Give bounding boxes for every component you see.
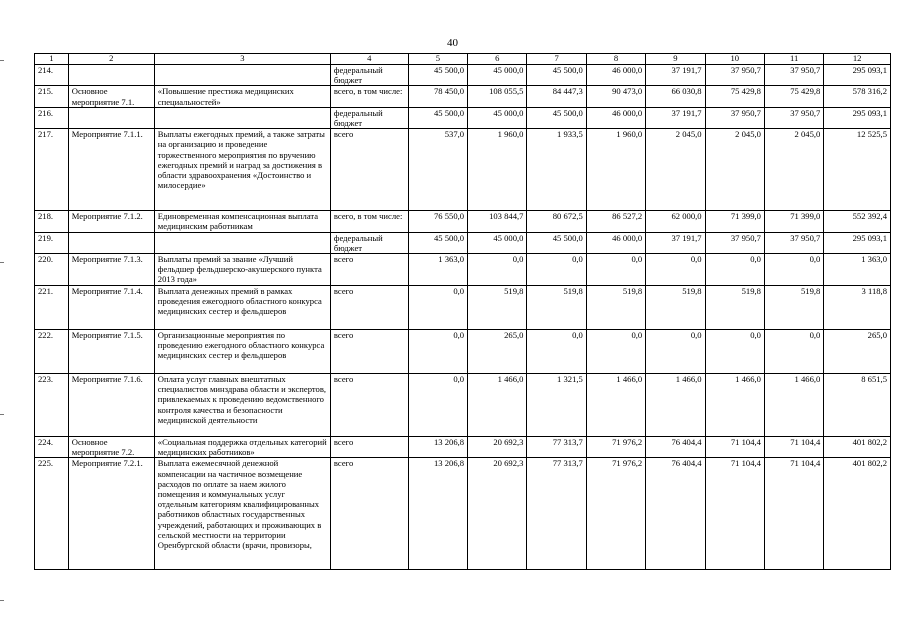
- total-value-cell: 401 802,2: [824, 437, 891, 458]
- table-row: [35, 107, 891, 128]
- header-cell: 5: [408, 54, 467, 65]
- table-row: [35, 458, 891, 570]
- year-value-cell: 37 950,7: [764, 232, 823, 253]
- year-value-cell: 0,0: [586, 254, 645, 286]
- year-value-cell: 13 206,8: [408, 458, 467, 570]
- row-number-cell: 219.: [35, 232, 69, 253]
- year-value-cell: 71 976,2: [586, 458, 645, 570]
- activity-name-cell: Выплаты премий за звание «Лучший фельдшер фельдшерско-акушерского пункта 2013 года»: [154, 254, 330, 286]
- margin-tick: [0, 60, 4, 61]
- year-value-cell: 37 950,7: [705, 107, 764, 128]
- year-value-cell: 0,0: [468, 254, 527, 286]
- year-value-cell: 46 000,0: [586, 65, 645, 86]
- total-value-cell: 3 118,8: [824, 286, 891, 330]
- header-cell: 11: [764, 54, 823, 65]
- year-value-cell: 0,0: [646, 330, 705, 374]
- row-number-cell: 216.: [35, 107, 69, 128]
- year-value-cell: 45 500,0: [527, 232, 586, 253]
- year-value-cell: 1 466,0: [705, 374, 764, 437]
- activity-cell: Мероприятие 7.1.1.: [68, 129, 154, 211]
- activity-cell: [68, 232, 154, 253]
- total-value-cell: 552 392,4: [824, 211, 891, 232]
- year-value-cell: 265,0: [468, 330, 527, 374]
- activity-name-cell: Выплата денежных премий в рамках проведения ежегодного областного конкурса медицинских сестер и фельдшеров: [154, 286, 330, 330]
- year-value-cell: 519,8: [586, 286, 645, 330]
- year-value-cell: 0,0: [408, 330, 467, 374]
- year-value-cell: 0,0: [705, 330, 764, 374]
- header-cell: 6: [468, 54, 527, 65]
- year-value-cell: 77 313,7: [527, 458, 586, 570]
- year-value-cell: 45 500,0: [527, 65, 586, 86]
- year-value-cell: 1 466,0: [468, 374, 527, 437]
- activity-name-cell: Единовременная компенсационная выплата медицинским работникам: [154, 211, 330, 232]
- row-number-cell: 220.: [35, 254, 69, 286]
- total-value-cell: 1 363,0: [824, 254, 891, 286]
- year-value-cell: 78 450,0: [408, 86, 467, 107]
- year-value-cell: 71 104,4: [764, 458, 823, 570]
- table-row: [35, 86, 891, 107]
- funding-source-cell: федеральный бюджет: [330, 65, 408, 86]
- year-value-cell: 76 404,4: [646, 437, 705, 458]
- activity-name-cell: Организационные мероприятия по проведению ежегодного областного конкурса медицинских сестер и фельдшеров: [154, 330, 330, 374]
- year-value-cell: 1 960,0: [586, 129, 645, 211]
- table-row: [35, 129, 891, 211]
- funding-source-cell: всего, в том числе:: [330, 86, 408, 107]
- year-value-cell: 75 429,8: [764, 86, 823, 107]
- year-value-cell: 1 363,0: [408, 254, 467, 286]
- year-value-cell: 0,0: [705, 254, 764, 286]
- margin-tick: [0, 600, 4, 601]
- budget-table: [34, 53, 891, 570]
- year-value-cell: 45 000,0: [468, 107, 527, 128]
- total-value-cell: 295 093,1: [824, 232, 891, 253]
- header-cell: 3: [154, 54, 330, 65]
- year-value-cell: 45 000,0: [468, 232, 527, 253]
- year-value-cell: 80 672,5: [527, 211, 586, 232]
- table-row: [35, 232, 891, 253]
- year-value-cell: 0,0: [527, 254, 586, 286]
- year-value-cell: 0,0: [646, 254, 705, 286]
- activity-name-cell: Выплаты ежегодных премий, а также затраты на организацию и проведение торжественного мероприятия по вручению ежегодных премий и наград за достижения в области здравоохранения «Достоинство и милосердие»: [154, 129, 330, 211]
- year-value-cell: 519,8: [705, 286, 764, 330]
- header-cell: 7: [527, 54, 586, 65]
- year-value-cell: 537,0: [408, 129, 467, 211]
- table-row: [35, 374, 891, 437]
- activity-cell: Основное мероприятие 7.1.: [68, 86, 154, 107]
- year-value-cell: 45 500,0: [408, 65, 467, 86]
- funding-source-cell: всего: [330, 254, 408, 286]
- activity-cell: Мероприятие 7.1.3.: [68, 254, 154, 286]
- year-value-cell: 37 191,7: [646, 107, 705, 128]
- year-value-cell: 37 950,7: [705, 232, 764, 253]
- year-value-cell: 0,0: [586, 330, 645, 374]
- row-number-cell: 224.: [35, 437, 69, 458]
- table-row: [35, 330, 891, 374]
- header-cell: 12: [824, 54, 891, 65]
- year-value-cell: 86 527,2: [586, 211, 645, 232]
- activity-cell: Мероприятие 7.1.5.: [68, 330, 154, 374]
- year-value-cell: 13 206,8: [408, 437, 467, 458]
- year-value-cell: 108 055,5: [468, 86, 527, 107]
- activity-name-cell: Оплата услуг главных внештатных специалистов минздрава области и экспертов, привлекаемых к проведению ведомственного контроля качества и безопасности медицинской деятельности: [154, 374, 330, 437]
- margin-tick: [0, 262, 4, 263]
- row-number-cell: 221.: [35, 286, 69, 330]
- year-value-cell: 66 030,8: [646, 86, 705, 107]
- total-value-cell: 295 093,1: [824, 107, 891, 128]
- year-value-cell: 0,0: [408, 286, 467, 330]
- year-value-cell: 75 429,8: [705, 86, 764, 107]
- row-number-cell: 214.: [35, 65, 69, 86]
- funding-source-cell: всего, в том числе:: [330, 211, 408, 232]
- total-value-cell: 265,0: [824, 330, 891, 374]
- year-value-cell: 1 321,5: [527, 374, 586, 437]
- margin-tick: [0, 414, 4, 415]
- header-cell: 9: [646, 54, 705, 65]
- year-value-cell: 1 933,5: [527, 129, 586, 211]
- year-value-cell: 519,8: [764, 286, 823, 330]
- activity-name-cell: «Социальная поддержка отдельных категорий медицинских работников»: [154, 437, 330, 458]
- activity-cell: Мероприятие 7.1.6.: [68, 374, 154, 437]
- table-row: [35, 65, 891, 86]
- funding-source-cell: всего: [330, 286, 408, 330]
- year-value-cell: 0,0: [764, 254, 823, 286]
- year-value-cell: 46 000,0: [586, 107, 645, 128]
- funding-source-cell: всего: [330, 129, 408, 211]
- activity-name-cell: Выплата ежемесячной денежной компенсации на частичное возмещение расходов по оплате за наем жилого помещения и коммунальных услуг отдельным категориям квалифицированных работников областных государственных учреждений, работающих и проживающих в сельской местности на территории Оренбургской области (врачи, провизоры,: [154, 458, 330, 570]
- year-value-cell: 37 950,7: [764, 107, 823, 128]
- year-value-cell: 103 844,7: [468, 211, 527, 232]
- funding-source-cell: федеральный бюджет: [330, 107, 408, 128]
- year-value-cell: 71 104,4: [764, 437, 823, 458]
- activity-cell: Мероприятие 7.1.2.: [68, 211, 154, 232]
- year-value-cell: 37 950,7: [705, 65, 764, 86]
- year-value-cell: 76 404,4: [646, 458, 705, 570]
- year-value-cell: 519,8: [468, 286, 527, 330]
- header-cell: 8: [586, 54, 645, 65]
- table-row: [35, 254, 891, 286]
- year-value-cell: 519,8: [527, 286, 586, 330]
- year-value-cell: 1 960,0: [468, 129, 527, 211]
- year-value-cell: 46 000,0: [586, 232, 645, 253]
- total-value-cell: 578 316,2: [824, 86, 891, 107]
- year-value-cell: 1 466,0: [764, 374, 823, 437]
- year-value-cell: 20 692,3: [468, 458, 527, 570]
- year-value-cell: 45 500,0: [408, 232, 467, 253]
- activity-name-cell: [154, 65, 330, 86]
- total-value-cell: 12 525,5: [824, 129, 891, 211]
- year-value-cell: 1 466,0: [586, 374, 645, 437]
- row-number-cell: 223.: [35, 374, 69, 437]
- year-value-cell: 0,0: [527, 330, 586, 374]
- activity-name-cell: [154, 232, 330, 253]
- total-value-cell: 8 651,5: [824, 374, 891, 437]
- row-number-cell: 222.: [35, 330, 69, 374]
- year-value-cell: 71 104,4: [705, 437, 764, 458]
- year-value-cell: 71 399,0: [705, 211, 764, 232]
- header-cell: 4: [330, 54, 408, 65]
- funding-source-cell: всего: [330, 374, 408, 437]
- year-value-cell: 2 045,0: [764, 129, 823, 211]
- total-value-cell: 401 802,2: [824, 458, 891, 570]
- row-number-cell: 215.: [35, 86, 69, 107]
- page-number: 40: [447, 37, 458, 49]
- funding-source-cell: всего: [330, 330, 408, 374]
- activity-cell: [68, 107, 154, 128]
- activity-name-cell: «Повышение престижа медицинских специальностей»: [154, 86, 330, 107]
- header-cell: 2: [68, 54, 154, 65]
- year-value-cell: 71 399,0: [764, 211, 823, 232]
- activity-name-cell: [154, 107, 330, 128]
- year-value-cell: 62 000,0: [646, 211, 705, 232]
- table-row: [35, 286, 891, 330]
- table-row: [35, 211, 891, 232]
- year-value-cell: 45 500,0: [408, 107, 467, 128]
- row-number-cell: 218.: [35, 211, 69, 232]
- header-row: [35, 54, 891, 65]
- header-cell: 10: [705, 54, 764, 65]
- year-value-cell: 45 500,0: [527, 107, 586, 128]
- total-value-cell: 295 093,1: [824, 65, 891, 86]
- year-value-cell: 37 191,7: [646, 232, 705, 253]
- table-row: [35, 437, 891, 458]
- year-value-cell: 37 950,7: [764, 65, 823, 86]
- year-value-cell: 76 550,0: [408, 211, 467, 232]
- funding-source-cell: федеральный бюджет: [330, 232, 408, 253]
- year-value-cell: 2 045,0: [646, 129, 705, 211]
- funding-source-cell: всего: [330, 437, 408, 458]
- year-value-cell: 84 447,3: [527, 86, 586, 107]
- year-value-cell: 90 473,0: [586, 86, 645, 107]
- funding-source-cell: всего: [330, 458, 408, 570]
- header-cell: 1: [35, 54, 69, 65]
- year-value-cell: 45 000,0: [468, 65, 527, 86]
- year-value-cell: 37 191,7: [646, 65, 705, 86]
- row-number-cell: 217.: [35, 129, 69, 211]
- year-value-cell: 77 313,7: [527, 437, 586, 458]
- activity-cell: Мероприятие 7.1.4.: [68, 286, 154, 330]
- activity-cell: Мероприятие 7.2.1.: [68, 458, 154, 570]
- year-value-cell: 0,0: [764, 330, 823, 374]
- activity-cell: Основное мероприятие 7.2.: [68, 437, 154, 458]
- year-value-cell: 20 692,3: [468, 437, 527, 458]
- row-number-cell: 225.: [35, 458, 69, 570]
- year-value-cell: 71 976,2: [586, 437, 645, 458]
- year-value-cell: 0,0: [408, 374, 467, 437]
- year-value-cell: 71 104,4: [705, 458, 764, 570]
- year-value-cell: 1 466,0: [646, 374, 705, 437]
- year-value-cell: 519,8: [646, 286, 705, 330]
- activity-cell: [68, 65, 154, 86]
- year-value-cell: 2 045,0: [705, 129, 764, 211]
